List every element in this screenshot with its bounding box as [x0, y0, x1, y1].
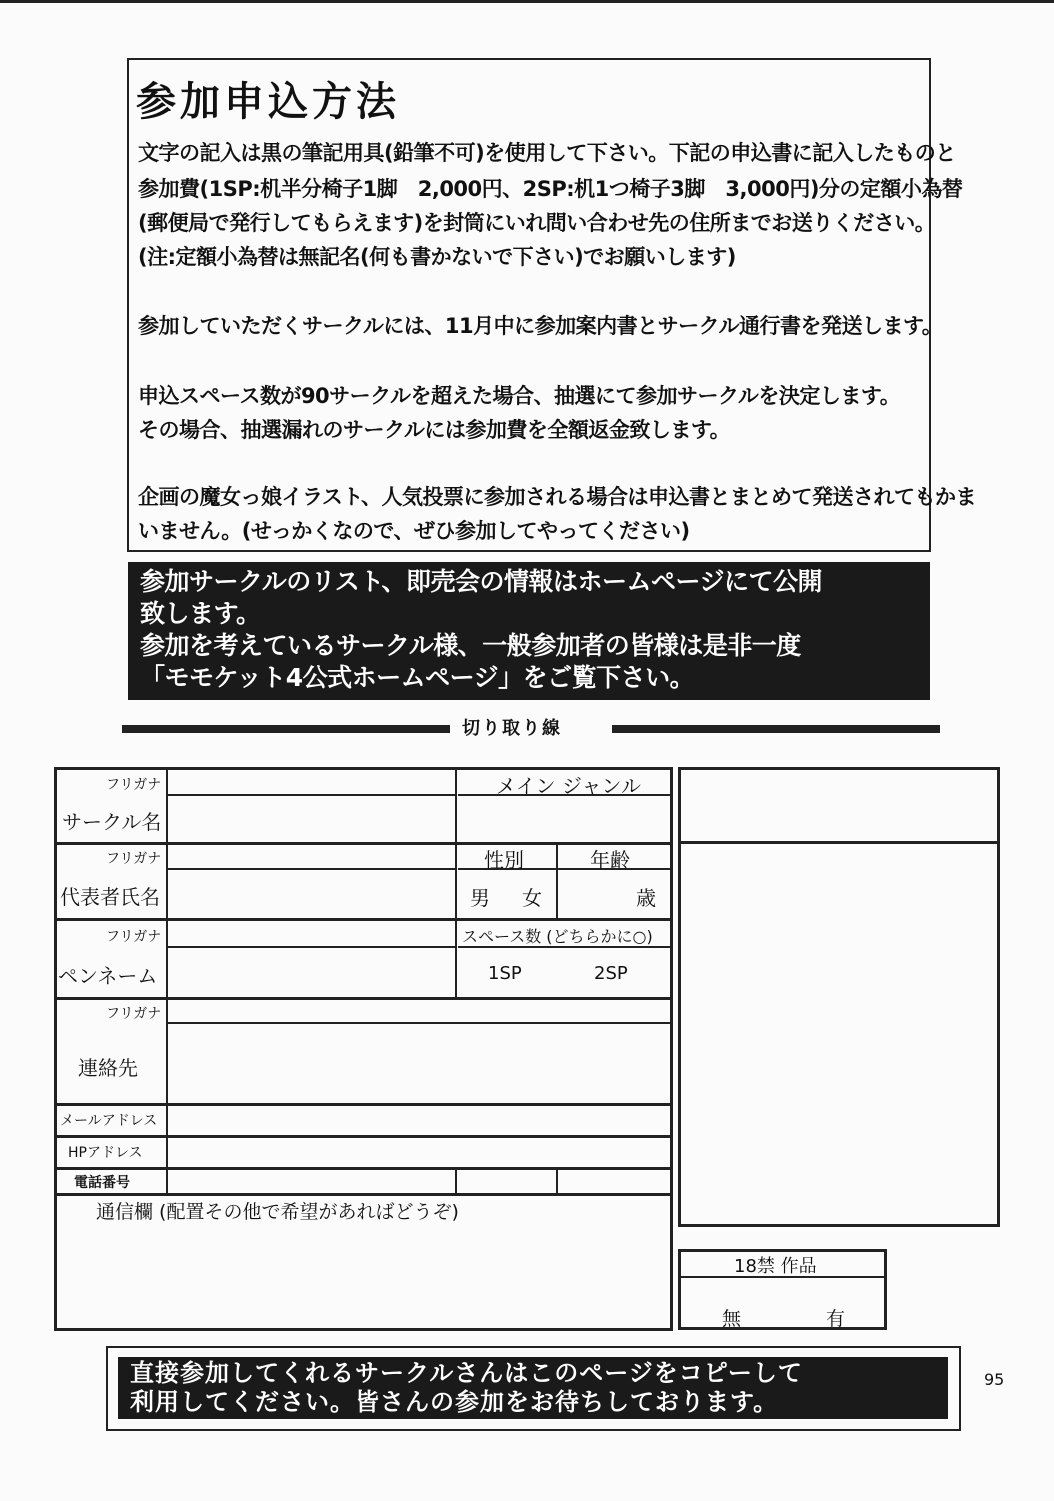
phone-divider — [556, 1170, 558, 1194]
circle-name-label: サークル名 — [62, 810, 162, 834]
gender-age-divider — [556, 845, 558, 918]
furigana-divider — [168, 868, 455, 870]
rep-name-label: 代表者氏名 — [60, 885, 160, 909]
instruction-line: いません。(せっかくなので、ぜひ参加してやってください) — [138, 519, 690, 543]
label-column-divider — [166, 769, 168, 1193]
instruction-line: その場合、抽選漏れのサークルには参加費を全額返金致します。 — [138, 418, 731, 442]
row-divider — [56, 918, 671, 921]
instruction-line: 参加していただくサークルには、11月中に参加案内書とサークル通行書を発送します。 — [138, 314, 943, 338]
row-divider — [56, 842, 671, 845]
row-divider — [56, 1167, 671, 1170]
banner-line: 致します。 — [140, 599, 261, 628]
row-divider — [56, 1103, 671, 1106]
footer-line: 直接参加してくれるサークルさんはこのページをコピーして — [130, 1359, 803, 1387]
gender-label: 性別 — [484, 848, 524, 872]
instruction-line: (郵便局で発行してもらえます)を封筒にいれ問い合わせ先の住所までお送りください。 — [138, 211, 936, 235]
furigana-label: フリガナ — [106, 851, 162, 867]
page-number: 95 — [984, 1370, 1005, 1389]
cut-line-left — [122, 725, 450, 733]
genre-column-divider — [455, 769, 457, 997]
main-genre-label: メイン ジャンル — [496, 774, 642, 798]
age-label: 年齢 — [590, 848, 630, 872]
instruction-line: 参加費(1SP:机半分椅子1脚 2,000円、2SP:机1つ椅子3脚 3,000円)分の定額小為替 — [138, 177, 963, 201]
photo-box-divider — [680, 841, 998, 844]
banner-line: 「モモケット4公式ホームページ」をご覧下さい。 — [140, 663, 695, 692]
instructions-title: 参加申込方法 — [136, 79, 400, 125]
male-option[interactable]: 男 — [470, 886, 490, 910]
furigana-label: フリガナ — [106, 1006, 162, 1022]
phone-divider — [455, 1170, 457, 1194]
furigana-divider — [168, 1022, 670, 1024]
female-option[interactable]: 女 — [522, 886, 542, 910]
row-divider — [56, 1193, 671, 1196]
furigana-label: フリガナ — [106, 929, 162, 945]
contact-label: 連絡先 — [78, 1056, 138, 1080]
instruction-line: 企画の魔女っ娘イラスト、人気投票に参加される場合は申込書とまとめて発送されてもかま — [138, 485, 976, 509]
adult-works-label: 18禁 作品 — [734, 1256, 817, 1277]
space-2sp-option[interactable]: 2SP — [594, 963, 628, 984]
adult-yes-option[interactable]: 有 — [826, 1308, 846, 1330]
space-count-label: スペース数 (どちらかに○) — [462, 927, 653, 946]
row-divider — [56, 1135, 671, 1138]
footer-banner — [118, 1357, 948, 1419]
instruction-line: 文字の記入は黒の筆記用具(鉛筆不可)を使用して下さい。下記の申込書に記入したものと — [138, 141, 956, 165]
furigana-label: フリガナ — [106, 777, 162, 793]
cut-line-label: 切り取り線 — [462, 718, 562, 739]
phone-label: 電話番号 — [74, 1175, 130, 1191]
adult-none-option[interactable]: 無 — [722, 1308, 742, 1330]
furigana-divider — [168, 794, 455, 796]
email-label: メールアドレス — [60, 1113, 158, 1129]
message-label: 通信欄 (配置その他で希望があればどうぞ) — [96, 1201, 459, 1223]
row-divider — [56, 997, 671, 1000]
photo-box — [678, 767, 1000, 1227]
age-unit: 歳 — [636, 886, 656, 910]
cut-line-right — [612, 725, 940, 733]
homepage-banner — [128, 562, 930, 700]
instructions-box — [127, 58, 931, 552]
hp-label: HPアドレス — [68, 1145, 143, 1161]
top-border — [0, 0, 1054, 3]
pen-name-label: ペンネーム — [58, 964, 158, 988]
instruction-line: (注:定額小為替は無記名(何も書かないで下さい)でお願いします) — [138, 245, 736, 269]
banner-line: 参加サークルのリスト、即売会の情報はホームページにて公開 — [140, 567, 823, 596]
footer-line: 利用してください。皆さんの参加をお待ちしております。 — [130, 1388, 779, 1416]
furigana-divider — [168, 946, 455, 948]
space-1sp-option[interactable]: 1SP — [488, 963, 522, 984]
instruction-line: 申込スペース数が90サークルを超えた場合、抽選にて参加サークルを決定します。 — [138, 384, 901, 408]
banner-line: 参加を考えているサークル様、一般参加者の皆様は是非一度 — [140, 631, 801, 660]
